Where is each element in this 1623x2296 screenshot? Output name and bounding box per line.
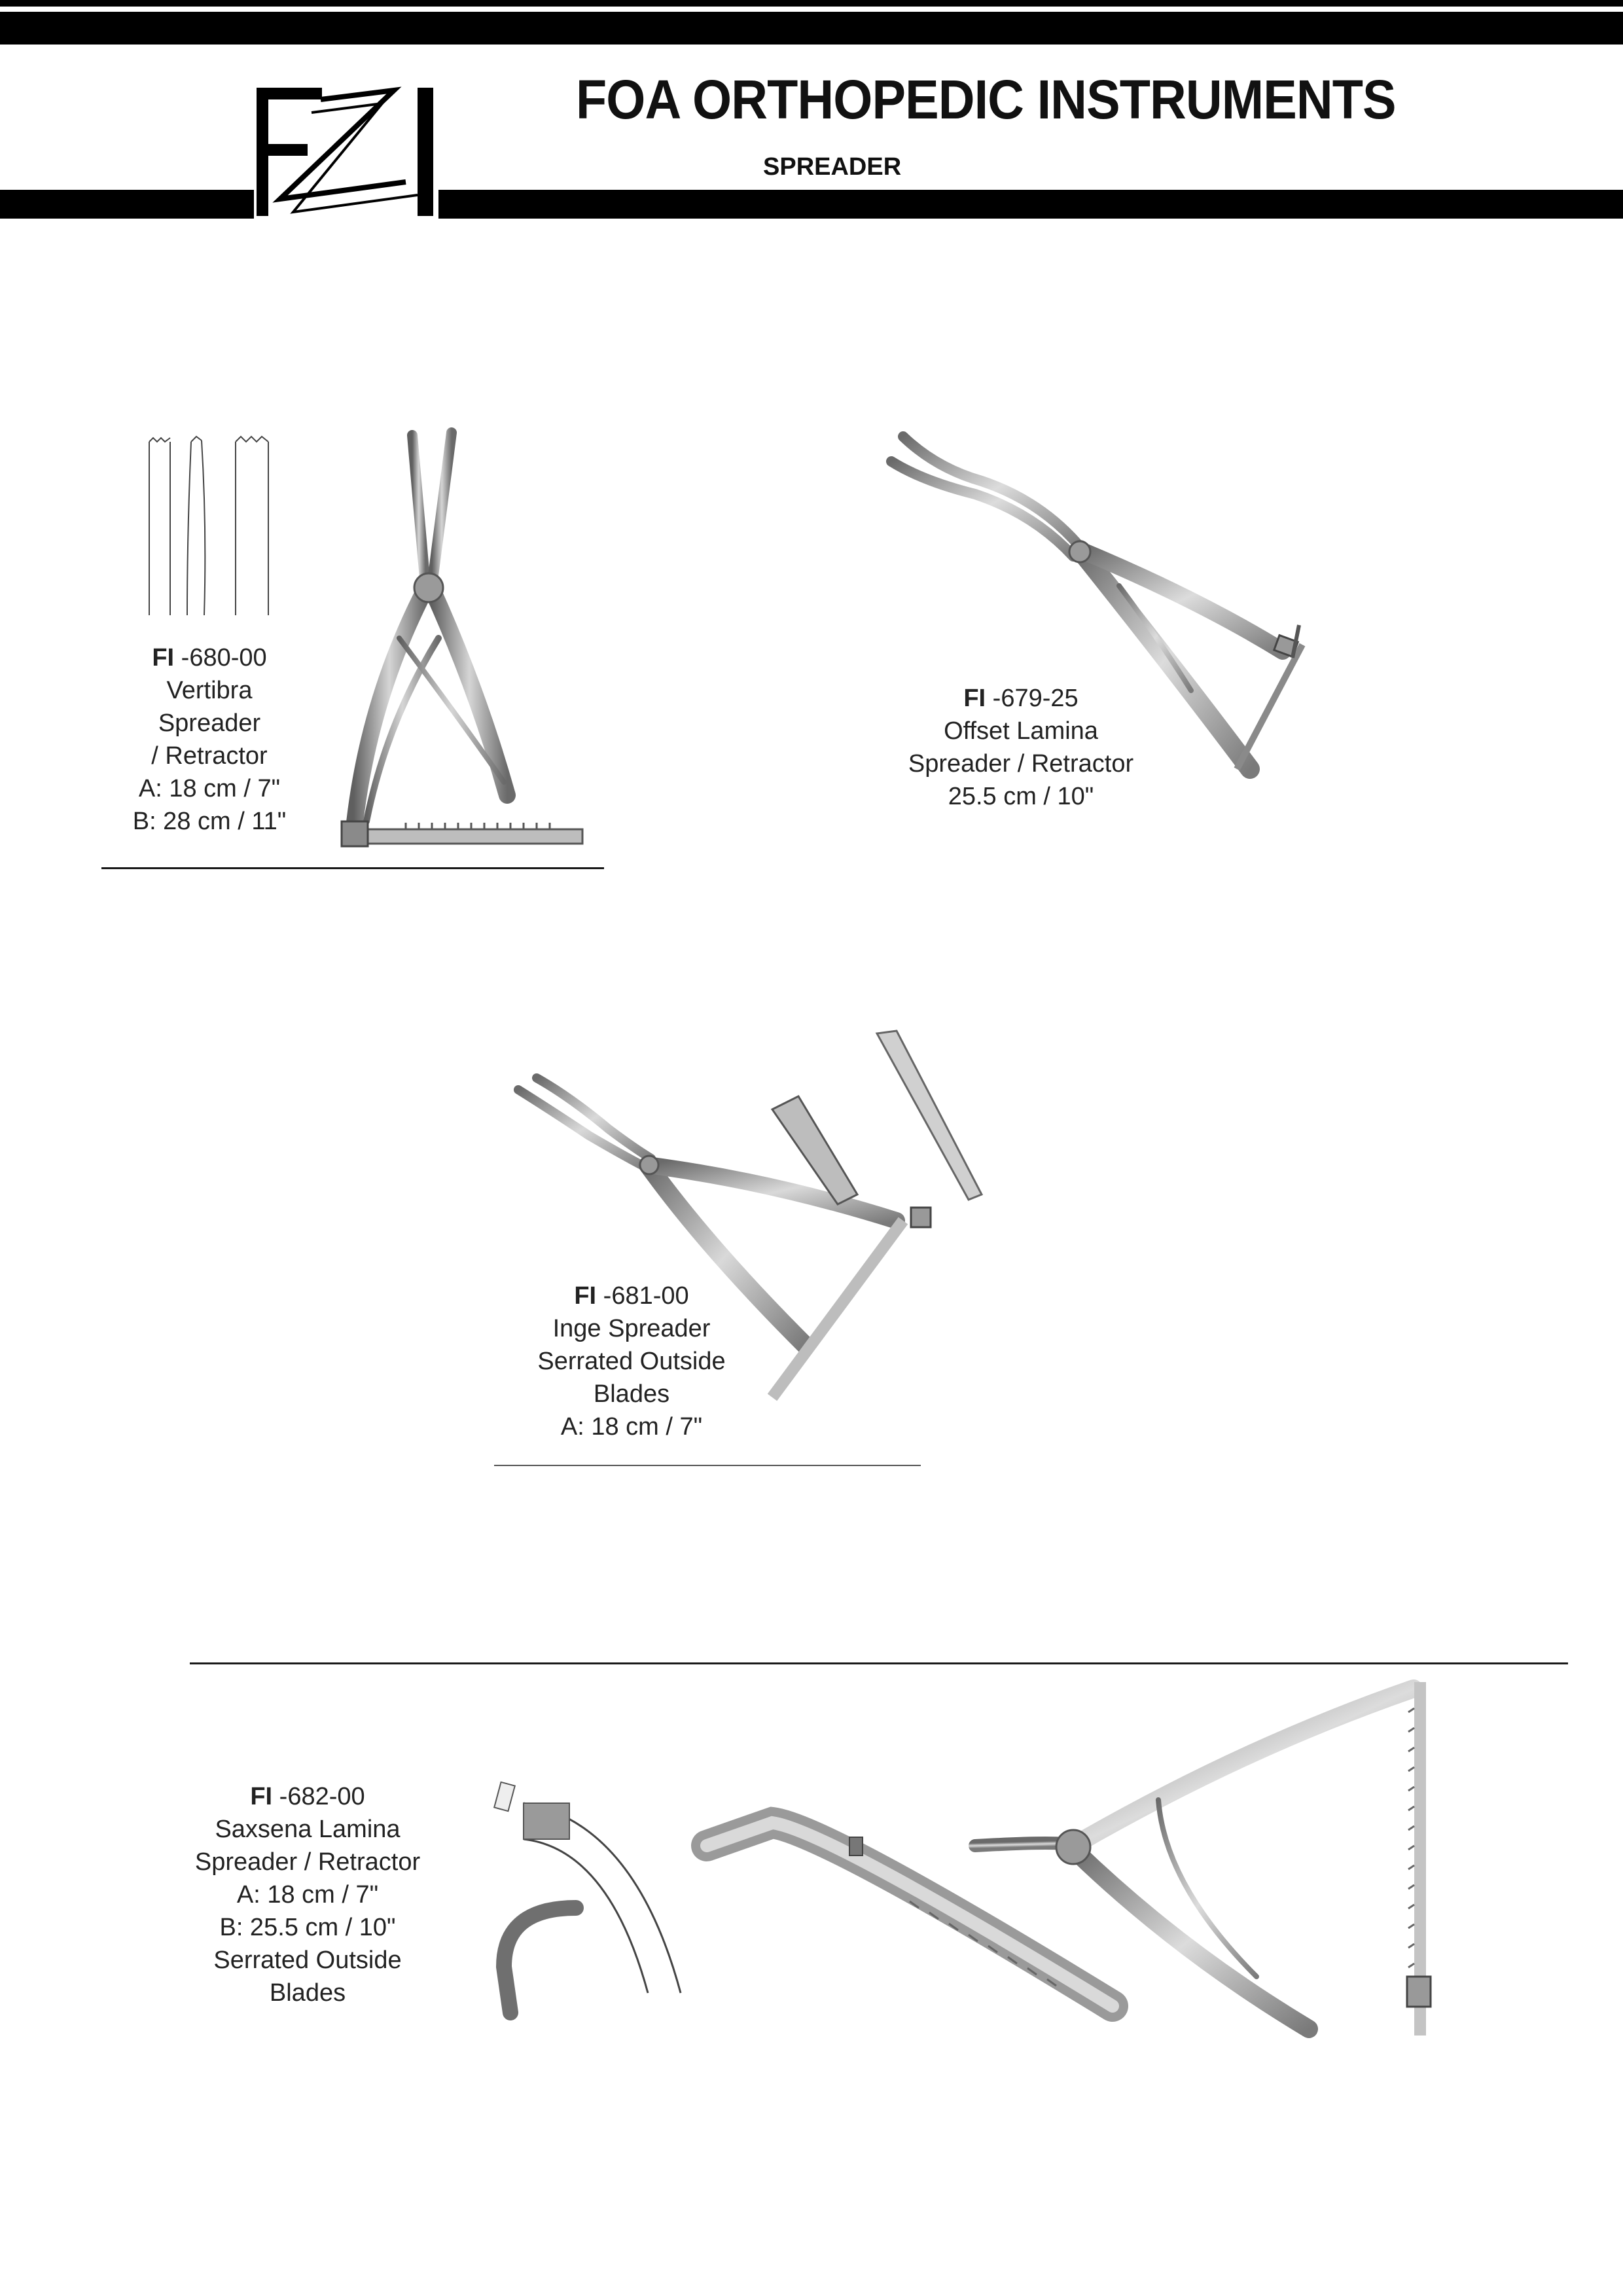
product-caption-fi-679-25 <box>877 682 1165 813</box>
product-caption-fi-680-00 <box>111 641 308 838</box>
product-name-line: Spreader / Retractor <box>908 750 1134 778</box>
product-code: FI -679-25 <box>963 685 1079 712</box>
product-size-line: A: 18 cm / 7" <box>560 1413 703 1441</box>
header-top-thick-bar <box>0 12 1623 45</box>
product-name-line: Saxsena Lamina <box>215 1816 401 1843</box>
product-name-line: Spreader / Retractor <box>194 1848 421 1876</box>
saxsena-blade-detail-image <box>484 1777 720 2026</box>
header-bottom-bar <box>0 190 1623 219</box>
page-subtitle: SPREADER <box>763 153 902 181</box>
product-name-line: Serrated Outside <box>213 1946 402 1974</box>
product-name-line: Blades <box>593 1380 670 1408</box>
product-name-line: Serrated Outside <box>537 1348 726 1375</box>
fsi-logo <box>254 84 438 220</box>
product-name-line: Inge Spreader <box>552 1315 711 1342</box>
product-code: FI -680-00 <box>152 644 267 672</box>
header-top-thin-bar <box>0 0 1623 7</box>
product-size-line: A: 18 cm / 7" <box>236 1881 379 1909</box>
product-name-line: Spreader <box>158 709 261 737</box>
page-title: FOA ORTHOPEDIC INSTRUMENTS <box>576 69 1396 130</box>
product-code: FI -681-00 <box>574 1282 689 1310</box>
product-size-line: 25.5 cm / 10" <box>948 783 1094 810</box>
vertebra-spreader-image <box>327 429 589 854</box>
product-size-line: B: 28 cm / 11" <box>132 808 287 835</box>
product-name-line: / Retractor <box>151 742 268 770</box>
saxsena-spreader-image <box>969 1669 1453 2055</box>
section-divider <box>101 867 604 869</box>
product-caption-fi-681-00 <box>517 1280 746 1443</box>
product-size-line: A: 18 cm / 7" <box>138 775 281 802</box>
section-divider <box>494 1465 921 1466</box>
product-name-line: Offset Lamina <box>944 717 1098 745</box>
product-name-line: Vertibra <box>166 677 253 704</box>
product-caption-fi-682-00 <box>177 1780 438 2009</box>
product-name-line: Blades <box>269 1979 346 2007</box>
product-code: FI -682-00 <box>250 1783 365 1810</box>
vertebra-blade-drawings <box>144 435 275 619</box>
section-divider <box>190 1662 1568 1664</box>
product-size-line: B: 25.5 cm / 10" <box>219 1914 396 1941</box>
